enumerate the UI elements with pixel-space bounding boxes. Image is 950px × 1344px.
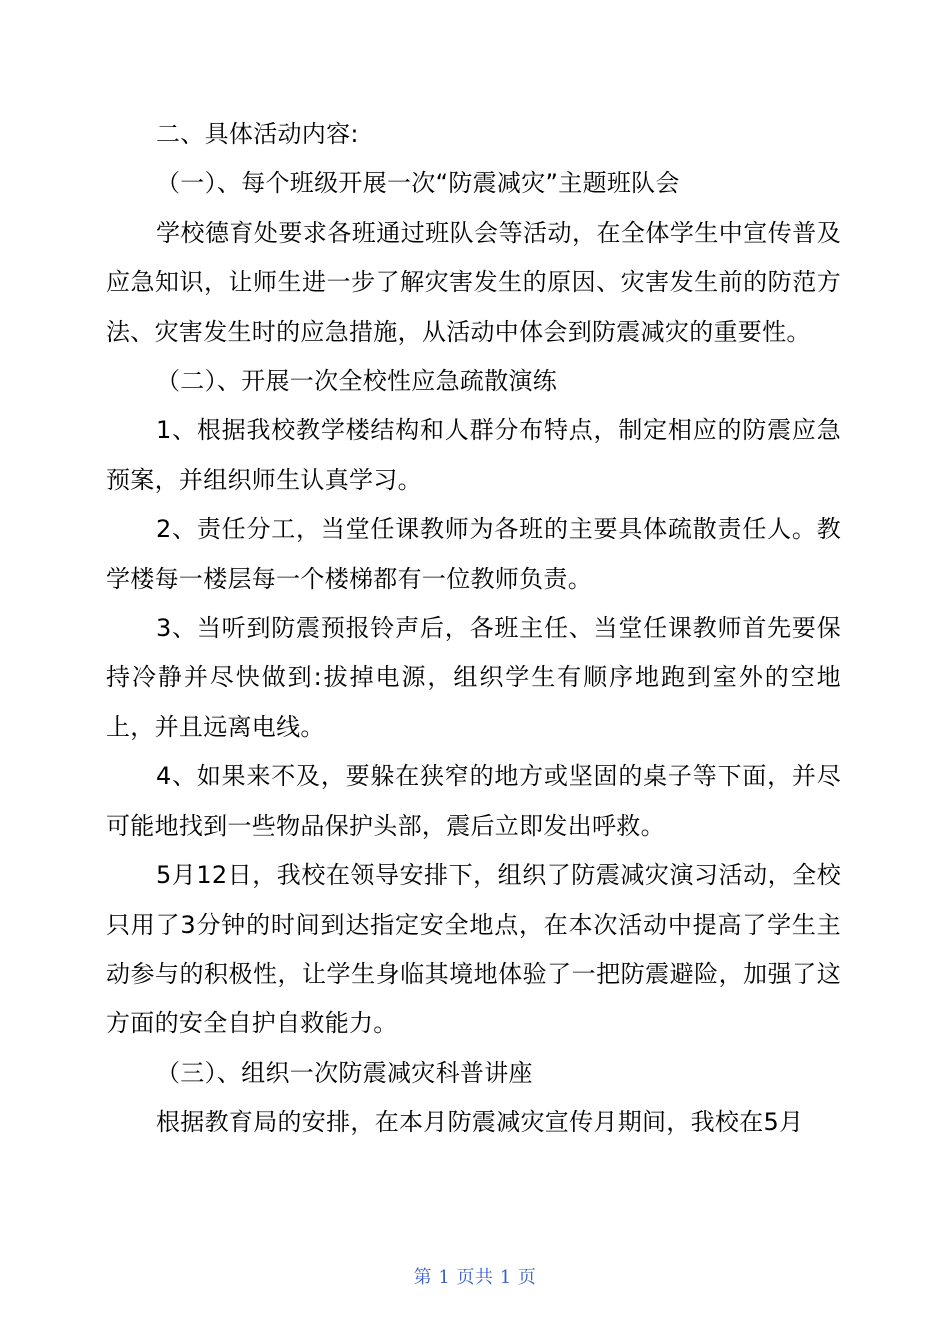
subsection-heading-2: （二）、开展一次全校性应急疏散演练 xyxy=(156,367,558,396)
list-item-2: 2、责任分工，当堂任课教师为各班的主要具体疏散责任人。教学楼每一楼层每一个楼梯都有一位教师负责。 xyxy=(106,515,841,593)
list-item-4: 4、如果来不及，要躲在狭窄的地方或坚固的桌子等下面，并尽可能地找到一些物品保护头部，震后立即发出呼救。 xyxy=(106,762,841,840)
document-body xyxy=(106,110,841,1148)
body-paragraph: 学校德育处要求各班通过班队会等活动，在全体学生中宣传普及应急知识，让师生进一步了解灾害发生的原因、灾害发生前的防范方法、灾害发生时的应急措施，从活动中体会到防震减灾的重要性。 xyxy=(106,218,841,346)
section-heading: 二、具体活动内容: xyxy=(156,120,359,148)
subsection-heading-1: （一）、每个班级开展一次“防震减灾”主题班队会 xyxy=(156,169,680,198)
page-footer: 第 1 页共 1 页 xyxy=(413,1267,537,1288)
list-item-1: 1、根据我校教学楼结构和人群分布特点，制定相应的防震应急预案，并组织师生认真学习。 xyxy=(106,416,841,494)
subsection-heading-3: （三）、组织一次防震减灾科普讲座 xyxy=(156,1058,533,1087)
list-item-3: 3、当听到防震预报铃声后，各班主任、当堂任课教师首先要保持冷静并尽快做到:拔掉电源，组织学生有顺序地跑到室外的空地上，并且远离电线。 xyxy=(106,614,841,741)
body-paragraph: 5月12日，我校在领导安排下，组织了防震减灾演习活动，全校只用了3分钟的时间到达指定安全地点，在本次活动中提高了学生主动参与的积极性，让学生身临其境地体验了一把防震避险，加强了这方面的安全自护自救能力。 xyxy=(106,861,841,1038)
body-paragraph: 根据教育局的安排，在本月防震减灾宣传月期间，我校在5月 xyxy=(156,1108,804,1137)
